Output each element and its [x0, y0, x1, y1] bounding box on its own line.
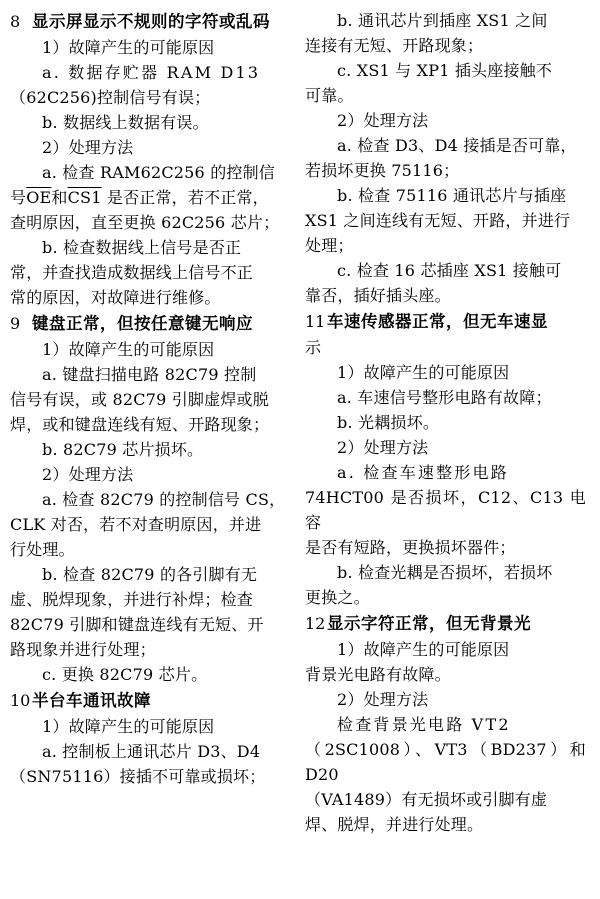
body-line: b. 检查 75116 通讯芯片与插座: [337, 186, 567, 205]
body-line: （62C256)控制信号有误；: [10, 88, 211, 107]
overlined-signal-name: $\overline{OE}$: [26, 188, 52, 207]
body-line: 示: [305, 338, 327, 357]
body-line: 焊、脱焊，并进行处理。: [305, 815, 484, 834]
body-line: c. 更换 82C79 芯片。: [42, 665, 208, 684]
body-line: 处理；: [305, 236, 354, 255]
text-run: 和: [51, 188, 68, 207]
body-line: 2）处理方法: [337, 438, 429, 457]
section-heading: [10, 311, 291, 336]
body-line: c. XS1 与 XP1 插头座接触不: [337, 61, 553, 80]
body-line: b. 通讯芯片到插座 XS1 之间: [337, 11, 548, 30]
body-line: 更换之。: [305, 588, 370, 607]
body-line: 常，并查找造成数据线上信号不正: [10, 263, 254, 282]
body-line: [10, 185, 291, 210]
section-title: 半台车通讯故障: [32, 691, 151, 710]
body-line: 1）故障产生的可能原因: [42, 340, 215, 359]
body-line: 常的原因，对故障进行维修。: [10, 288, 221, 307]
section-heading: [305, 309, 586, 334]
body-line: 2）处理方法: [337, 111, 429, 130]
text-run: 是否正常，若不正常，: [101, 188, 269, 207]
body-line: a. 控制板上通讯芯片 D3、D4: [42, 742, 261, 761]
body-line: XS1 之间连线有无短、开路，并进行: [305, 211, 571, 230]
body-line: b. 检查 82C79 的各引脚有无: [42, 565, 258, 584]
body-line: 74HCT00 是否损坏，C12、C13 电容: [305, 488, 586, 532]
section-heading: [305, 611, 586, 636]
body-line: 查明原因，直至更换 62C256 芯片；: [10, 213, 280, 232]
body-line: 信号有误，或 82C79 引脚虚焊或脱: [10, 390, 269, 409]
section-number: 8: [10, 12, 21, 31]
body-line: 路现象并进行处理；: [10, 640, 156, 659]
body-line: 2）处理方法: [42, 138, 134, 157]
body-line: b. 光耦损坏。: [337, 413, 440, 432]
body-line: 2）处理方法: [337, 690, 429, 709]
body-line: b. 数据线上数据有误。: [42, 113, 209, 132]
body-line: 靠否，插好插头座。: [305, 286, 451, 305]
body-line: 焊，或和键盘连线有短、开路现象；: [10, 415, 270, 434]
body-line: 连接有无短、开路现象；: [305, 36, 484, 55]
body-line: 是否有短路，更换损坏器件；: [305, 538, 516, 557]
body-line: 82C79 引脚和键盘连线有无短、开: [10, 615, 264, 634]
body-line: b. 82C79 芯片损坏。: [42, 440, 204, 459]
section-title: 显示字符正常，但无背景光: [327, 614, 531, 633]
body-line: 检查背景光电路 VT2: [337, 715, 511, 734]
body-line: （VA1489）有无损坏或引脚有虚: [305, 790, 548, 809]
left-column: [10, 8, 291, 893]
text-run: 号: [10, 188, 27, 207]
body-line: b. 检查光耦是否损坏，若损坏: [337, 563, 553, 582]
section-number: 10: [10, 691, 31, 710]
body-line: 可靠。: [305, 86, 354, 105]
body-line: 背景光电路有故障。: [305, 665, 451, 684]
section-number: 12: [305, 614, 326, 633]
section-title: 显示屏显示不规则的字符或乱码: [32, 12, 270, 31]
section-number: 9: [10, 314, 21, 333]
body-line: 1）故障产生的可能原因: [337, 363, 510, 382]
section-title: 键盘正常，但按任意键无响应: [32, 314, 253, 333]
section-heading: [10, 9, 291, 34]
body-line: 若损坏更换 75116；: [305, 161, 460, 180]
body-line: 1）故障产生的可能原因: [337, 640, 510, 659]
body-line: a. 检查 RAM62C256 的控制信: [42, 163, 276, 182]
body-line: c. 检查 16 芯插座 XS1 接触可: [337, 261, 562, 280]
overlined-signal-name: CS1: [67, 188, 102, 207]
body-line: a. 车速信号整形电路有故障；: [337, 388, 552, 407]
body-line: 行处理。: [10, 540, 75, 559]
section-number: 11: [305, 312, 326, 331]
body-line: （2SC1008）、VT3（BD237）和 D20: [305, 740, 586, 784]
section-heading: [10, 688, 291, 713]
right-column: [305, 8, 586, 893]
section-title: 车速传感器正常，但无车速显: [327, 312, 548, 331]
body-line: a. 数据存贮器 RAM D13: [42, 63, 261, 82]
body-line: b. 检查数据线上信号是否正: [42, 238, 242, 257]
body-line: a. 检查车速整形电路: [337, 463, 509, 482]
body-line: CLK 对否，若不对查明原因，并进: [10, 515, 262, 534]
body-line: 1）故障产生的可能原因: [42, 38, 215, 57]
body-line: 2）处理方法: [42, 465, 134, 484]
body-line: 1）故障产生的可能原因: [42, 717, 215, 736]
body-line: a. 键盘扫描电路 82C79 控制: [42, 365, 257, 384]
body-line: 虚、脱焊现象，并进行补焊；检查: [10, 590, 254, 609]
body-line: （SN75116）接插不可靠或损坏；: [10, 767, 266, 786]
body-line: a. 检查 82C79 的控制信号 CS，: [42, 490, 286, 509]
body-line: a. 检查 D3、D4 接插是否可靠，: [337, 136, 577, 155]
